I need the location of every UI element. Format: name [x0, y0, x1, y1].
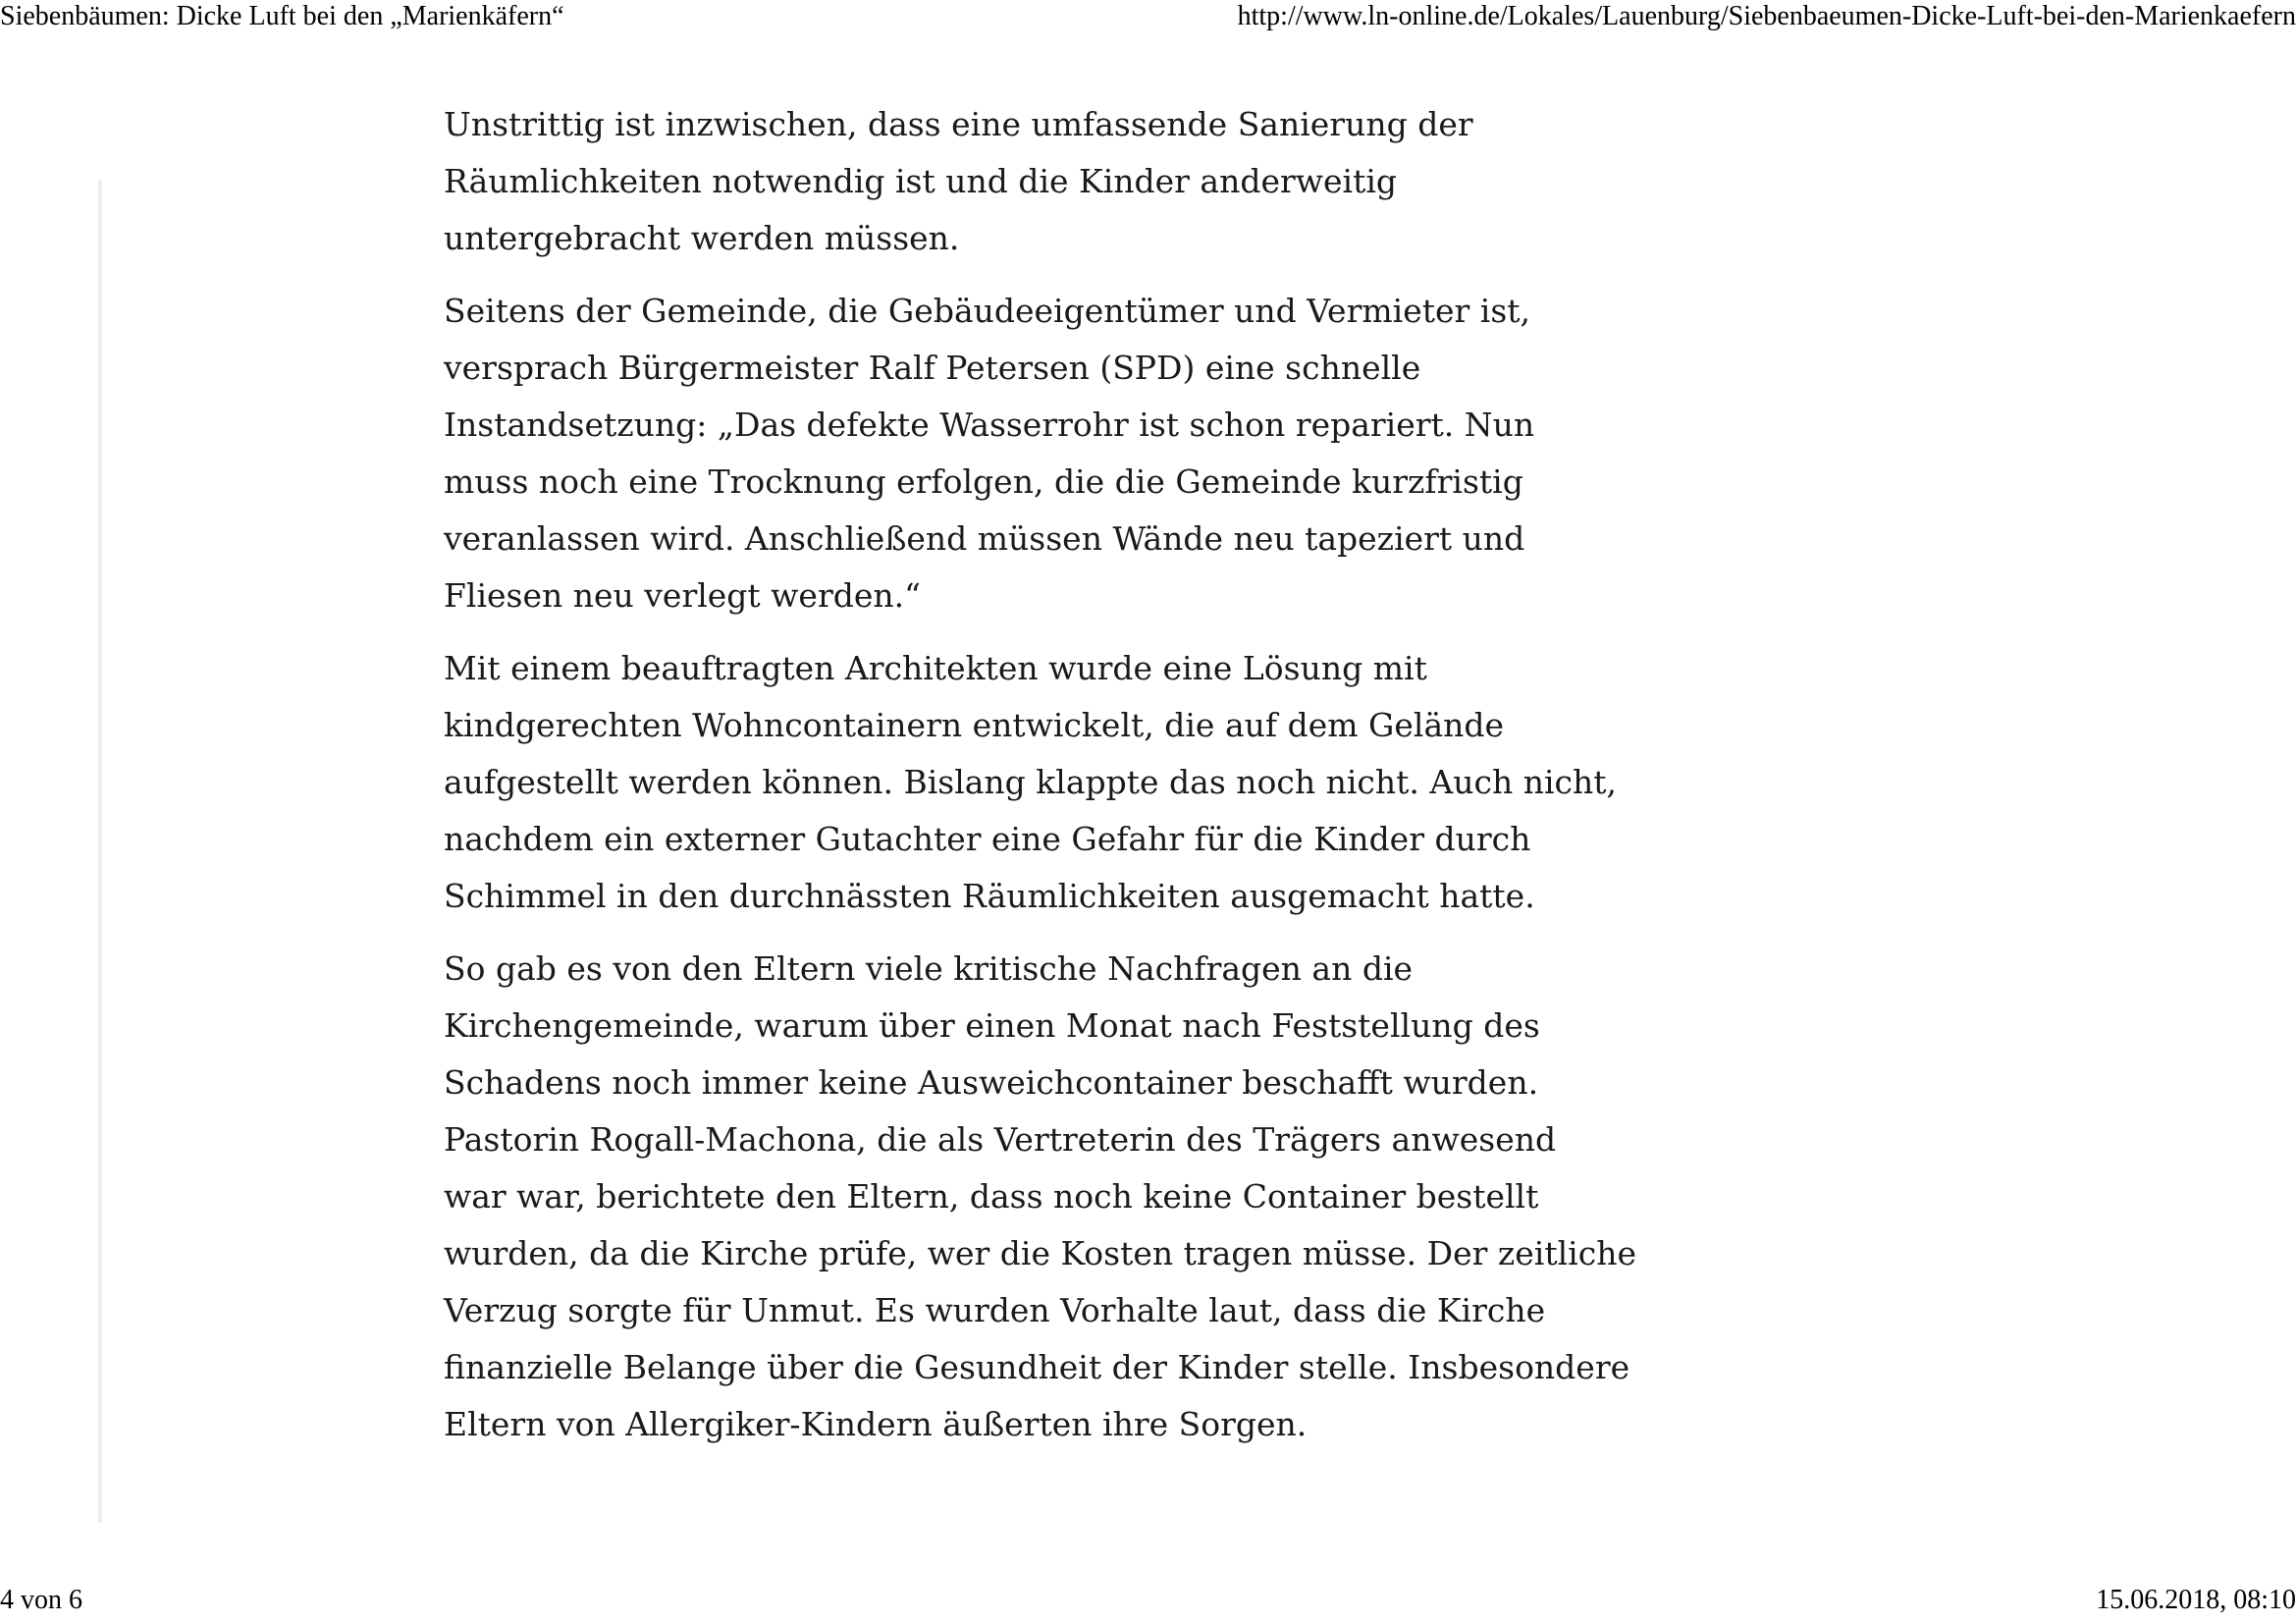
- paragraph-line: Schimmel in den durchnässten Räumlichkeiten ausgemacht hatte.: [444, 877, 1535, 915]
- paragraph-line: kindgerechten Wohncontainern entwickelt, die auf dem Gelände: [444, 706, 1505, 744]
- paragraph-line: Seitens der Gemeinde, die Gebäudeeigentümer und Vermieter ist,: [444, 292, 1531, 330]
- paragraph-line: Schadens noch immer keine Ausweichcontainer beschafft wurden.: [444, 1063, 1539, 1102]
- page-url: http://www.ln-online.de/Lokales/Lauenburg/Siebenbaeumen-Dicke-Luft-bei-den-Marienkaefern: [1237, 1, 2296, 31]
- paragraph-line: Kirchengemeinde, warum über einen Monat nach Feststellung des: [444, 1006, 1540, 1045]
- page-title: Siebenbäumen: Dicke Luft bei den „Marienkäfern“: [0, 1, 564, 31]
- print-footer: [0, 1584, 2296, 1623]
- article-paragraph: [444, 941, 1636, 1453]
- paragraph-line: untergebracht werden müssen.: [444, 219, 960, 257]
- paragraph-line: nachdem ein externer Gutachter eine Gefahr für die Kinder durch: [444, 820, 1531, 858]
- article-paragraph: [444, 96, 1573, 267]
- paragraph-line: Verzug sorgte für Unmut. Es wurden Vorhalte laut, dass die Kirche: [444, 1291, 1546, 1329]
- paragraph-line: versprach Bürgermeister Ralf Petersen (SPD) eine schnelle: [444, 349, 1421, 387]
- page-number: 4 von 6: [0, 1585, 82, 1615]
- paragraph-line: Unstrittig ist inzwischen, dass eine umfassende Sanierung der: [444, 105, 1473, 143]
- paragraph-line: war war, berichtete den Eltern, dass noch keine Container bestellt: [444, 1177, 1539, 1216]
- paragraph-line: Mit einem beauftragten Architekten wurde eine Lösung mit: [444, 649, 1427, 687]
- article-body: [444, 96, 1636, 1469]
- print-header: [0, 0, 2296, 39]
- paragraph-line: muss noch eine Trocknung erfolgen, die die Gemeinde kurzfristig: [444, 462, 1523, 501]
- paragraph-line: Pastorin Rogall-Machona, die als Vertreterin des Trägers anwesend: [444, 1120, 1557, 1159]
- paragraph-line: wurden, da die Kirche prüfe, wer die Kosten tragen müsse. Der zeitliche: [444, 1234, 1636, 1272]
- print-timestamp: 15.06.2018, 08:10: [2096, 1585, 2296, 1615]
- article-paragraph: [444, 640, 1618, 925]
- paragraph-line: finanzielle Belange über die Gesundheit der Kinder stelle. Insbesondere: [444, 1348, 1630, 1386]
- paragraph-line: aufgestellt werden können. Bislang klappte das noch nicht. Auch nicht,: [444, 763, 1618, 801]
- paragraph-line: So gab es von den Eltern viele kritische Nachfragen an die: [444, 949, 1414, 988]
- paragraph-line: Fliesen neu verlegt werden.“: [444, 576, 921, 615]
- article-paragraph: [444, 283, 1573, 624]
- side-divider: [98, 180, 102, 1523]
- paragraph-line: Eltern von Allergiker-Kindern äußerten ihre Sorgen.: [444, 1405, 1308, 1443]
- paragraph-line: Räumlichkeiten notwendig ist und die Kinder anderweitig: [444, 162, 1398, 200]
- paragraph-line: veranlassen wird. Anschließend müssen Wände neu tapeziert und: [444, 519, 1525, 558]
- paragraph-line: Instandsetzung: „Das defekte Wasserrohr ist schon repariert. Nun: [444, 406, 1535, 444]
